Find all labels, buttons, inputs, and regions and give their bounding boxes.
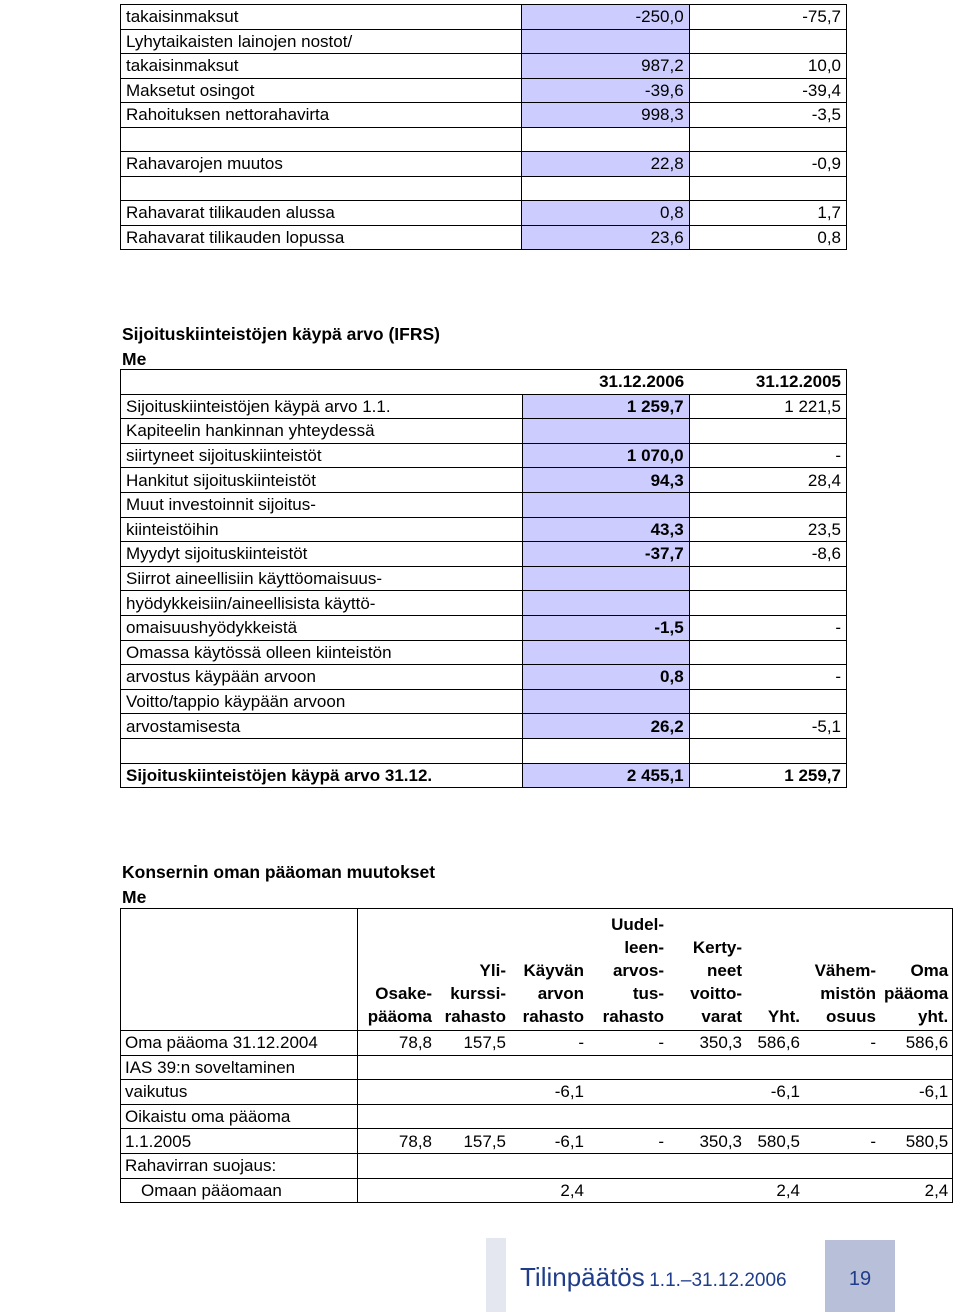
investment-row	[121, 566, 847, 591]
spacer-cell	[689, 738, 846, 763]
row-label: Kapiteelin hankinnan yhteydessä	[121, 419, 523, 444]
value-2005: -8,6	[689, 542, 846, 567]
value-2006	[522, 127, 689, 152]
value-2005	[689, 492, 846, 517]
value-cell: 586,6	[746, 1031, 804, 1056]
column-header: Uudel- leen- arvos- tus- rahasto	[602, 915, 664, 1027]
value-cell	[588, 1080, 668, 1105]
value-2006: 23,6	[522, 225, 689, 250]
cashflow-row	[121, 127, 847, 152]
value-2006: 987,2	[522, 54, 689, 79]
value-2005: 28,4	[689, 468, 846, 493]
investment-row	[121, 665, 847, 690]
value-cell	[746, 1104, 804, 1129]
value-cell	[804, 1055, 880, 1080]
investment-row	[121, 591, 847, 616]
value-cell	[880, 1055, 953, 1080]
value-cell: -6,1	[746, 1080, 804, 1105]
total-2006: 2 455,1	[522, 763, 689, 788]
value-2006	[522, 176, 689, 201]
value-2005: -	[689, 665, 846, 690]
value-2006: -250,0	[522, 5, 689, 30]
value-2005: -39,4	[689, 78, 846, 103]
investment-row	[121, 517, 847, 542]
equity-row	[121, 1080, 953, 1105]
value-cell	[436, 1153, 510, 1178]
value-cell: 350,3	[668, 1031, 746, 1056]
footer-title	[520, 1262, 787, 1293]
value-cell	[880, 1153, 953, 1178]
total-row	[121, 763, 847, 788]
row-label: Rahavirran suojaus:	[121, 1153, 358, 1178]
value-cell	[510, 1055, 588, 1080]
column-header: Oma pääoma yht.	[884, 961, 949, 1027]
value-cell	[668, 1178, 746, 1203]
value-2006: -1,5	[522, 615, 689, 640]
cashflow-row	[121, 152, 847, 177]
value-2005: -0,9	[689, 152, 846, 177]
row-label: Oikaistu oma pääoma	[121, 1104, 358, 1129]
cashflow-row	[121, 225, 847, 250]
value-2006: 0,8	[522, 201, 689, 226]
value-cell	[588, 1055, 668, 1080]
investment-row	[121, 714, 847, 739]
row-label: Maksetut osingot	[121, 78, 522, 103]
page-number: 19	[848, 1268, 872, 1290]
value-2005	[689, 127, 846, 152]
row-label	[121, 127, 522, 152]
value-cell	[746, 1153, 804, 1178]
value-cell	[358, 1080, 437, 1105]
value-2005	[689, 640, 846, 665]
value-2006	[522, 419, 689, 444]
value-2006	[522, 640, 689, 665]
value-cell: -	[804, 1031, 880, 1056]
row-label: Voitto/tappio käypään arvoon	[121, 689, 523, 714]
value-cell: -	[510, 1031, 588, 1056]
value-cell	[510, 1153, 588, 1178]
column-header: Yli- kurssi- rahasto	[444, 961, 506, 1027]
value-cell: -6,1	[880, 1080, 953, 1105]
row-label: arvostamisesta	[121, 714, 523, 739]
value-2005	[689, 689, 846, 714]
value-cell: 350,3	[668, 1129, 746, 1154]
row-label: Rahoituksen nettorahavirta	[121, 103, 522, 128]
row-label: Siirrot aineellisiin käyttöomaisuus-	[121, 566, 523, 591]
value-cell: 157,5	[436, 1129, 510, 1154]
value-cell	[880, 1104, 953, 1129]
row-label: hyödykkeisiin/aineellisista käyttö-	[121, 591, 523, 616]
value-2006	[522, 492, 689, 517]
value-2006: -37,7	[522, 542, 689, 567]
row-label: 1.1.2005	[121, 1129, 358, 1154]
row-label: Rahavarojen muutos	[121, 152, 522, 177]
total-label: Sijoituskiinteistöjen käypä arvo 31.12.	[121, 763, 523, 788]
value-cell: -	[588, 1031, 668, 1056]
value-cell	[588, 1178, 668, 1203]
row-label: Omassa käytössä olleen kiinteistön	[121, 640, 523, 665]
value-cell	[804, 1178, 880, 1203]
cashflow-table	[120, 4, 847, 250]
value-cell: 2,4	[510, 1178, 588, 1203]
investment-row	[121, 615, 847, 640]
value-cell	[804, 1080, 880, 1105]
row-label: Omaan pääomaan	[121, 1178, 358, 1203]
value-2005	[689, 419, 846, 444]
row-label	[121, 176, 522, 201]
row-label: vaikutus	[121, 1080, 358, 1105]
header-row	[121, 370, 847, 395]
column-header: Käyvän arvon rahasto	[522, 961, 584, 1027]
value-cell: 78,8	[358, 1129, 437, 1154]
value-2005: 1 221,5	[689, 394, 846, 419]
value-cell: 2,4	[880, 1178, 953, 1203]
row-label: Lyhytaikaisten lainojen nostot/	[121, 29, 522, 54]
equity-row	[121, 1178, 953, 1203]
value-cell	[804, 1153, 880, 1178]
value-2006: 1 259,7	[522, 394, 689, 419]
value-cell: 78,8	[358, 1031, 437, 1056]
equity-title: Konsernin oman pääoman muutokset	[122, 862, 436, 882]
value-2006: 22,8	[522, 152, 689, 177]
investment-row	[121, 689, 847, 714]
value-2006: -39,6	[522, 78, 689, 103]
column-header: Yht.	[767, 1007, 800, 1027]
column-header-2005: 31.12.2005	[755, 372, 841, 392]
row-label: takaisinmaksut	[121, 54, 522, 79]
value-2005: -	[689, 443, 846, 468]
value-cell	[668, 1104, 746, 1129]
footer-period: 1.1.–31.12.2006	[649, 1270, 787, 1291]
value-cell	[436, 1080, 510, 1105]
row-label: Hankitut sijoituskiinteistöt	[121, 468, 523, 493]
value-cell	[668, 1153, 746, 1178]
investment-unit: Me	[122, 349, 147, 369]
column-header-2006: 31.12.2006	[522, 370, 689, 395]
value-2005	[689, 29, 846, 54]
value-cell	[668, 1080, 746, 1105]
value-cell	[668, 1055, 746, 1080]
value-2006: 26,2	[522, 714, 689, 739]
spacer-cell	[522, 738, 689, 763]
value-cell	[588, 1104, 668, 1129]
value-cell: 580,5	[746, 1129, 804, 1154]
value-2006	[522, 566, 689, 591]
equity-row	[121, 1153, 953, 1178]
value-cell	[358, 1178, 437, 1203]
investment-row	[121, 443, 847, 468]
value-2006	[522, 689, 689, 714]
investment-title: Sijoituskiinteistöjen käypä arvo (IFRS)	[122, 324, 440, 344]
value-2005: 23,5	[689, 517, 846, 542]
value-cell	[358, 1104, 437, 1129]
value-2005: 10,0	[689, 54, 846, 79]
value-2005: -5,1	[689, 714, 846, 739]
value-2006	[522, 591, 689, 616]
equity-row	[121, 1055, 953, 1080]
value-cell	[746, 1055, 804, 1080]
row-label: Myydyt sijoituskiinteistöt	[121, 542, 523, 567]
equity-unit: Me	[122, 887, 147, 907]
value-2006	[522, 29, 689, 54]
cashflow-row	[121, 29, 847, 54]
cashflow-row	[121, 103, 847, 128]
value-cell: -6,1	[510, 1129, 588, 1154]
investment-row	[121, 640, 847, 665]
value-cell	[358, 1153, 437, 1178]
value-cell	[804, 1104, 880, 1129]
value-cell	[436, 1178, 510, 1203]
investment-row	[121, 468, 847, 493]
value-2006: 94,3	[522, 468, 689, 493]
header-empty-cell	[121, 370, 523, 395]
row-label: siirtyneet sijoituskiinteistöt	[121, 443, 523, 468]
value-cell	[436, 1055, 510, 1080]
spacer-row	[121, 738, 847, 763]
value-cell: 157,5	[436, 1031, 510, 1056]
row-label: Oma pääoma 31.12.2004	[121, 1031, 358, 1056]
value-2006: 998,3	[522, 103, 689, 128]
total-2005: 1 259,7	[689, 763, 846, 788]
value-cell: -	[804, 1129, 880, 1154]
value-cell: 2,4	[746, 1178, 804, 1203]
value-cell	[358, 1055, 437, 1080]
value-2005	[689, 591, 846, 616]
row-label: Rahavarat tilikauden alussa	[121, 201, 522, 226]
value-2005: 1,7	[689, 201, 846, 226]
value-2005	[689, 566, 846, 591]
value-2006: 1 070,0	[522, 443, 689, 468]
value-cell	[510, 1104, 588, 1129]
cashflow-row	[121, 176, 847, 201]
cashflow-row	[121, 201, 847, 226]
header-empty-cell	[121, 909, 358, 1031]
value-cell: -	[588, 1129, 668, 1154]
row-label: kiinteistöihin	[121, 517, 523, 542]
value-2005: -75,7	[802, 7, 841, 27]
row-label: omaisuushyödykkeistä	[121, 615, 523, 640]
spacer-cell	[121, 738, 523, 763]
equity-row	[121, 1104, 953, 1129]
row-label: Sijoituskiinteistöjen käypä arvo 1.1.	[121, 394, 523, 419]
investment-row	[121, 419, 847, 444]
row-label: Rahavarat tilikauden lopussa	[121, 225, 522, 250]
equity-changes-table	[120, 908, 953, 1203]
value-2005: -	[689, 615, 846, 640]
value-2005: -3,5	[689, 103, 846, 128]
equity-row	[121, 1031, 953, 1056]
cashflow-row	[121, 5, 847, 30]
column-header: Kerty- neet voitto- varat	[690, 938, 742, 1027]
investment-row	[121, 394, 847, 419]
cashflow-row	[121, 78, 847, 103]
value-2005: 0,8	[689, 225, 846, 250]
value-2006: 0,8	[522, 665, 689, 690]
row-label: Muut investoinnit sijoitus-	[121, 492, 523, 517]
value-cell	[588, 1153, 668, 1178]
cashflow-row	[121, 54, 847, 79]
value-cell: 586,6	[880, 1031, 953, 1056]
value-2006: 43,3	[522, 517, 689, 542]
value-cell: 580,5	[880, 1129, 953, 1154]
row-label: arvostus käypään arvoon	[121, 665, 523, 690]
header-row	[121, 909, 953, 1031]
investment-property-table	[120, 369, 847, 788]
column-header: Vähem- mistön osuus	[814, 961, 876, 1027]
footer-decoration	[486, 1238, 506, 1312]
column-header: Osake- pääoma	[358, 909, 437, 1031]
investment-row	[121, 542, 847, 567]
investment-row	[121, 492, 847, 517]
value-cell	[436, 1104, 510, 1129]
value-cell: -6,1	[510, 1080, 588, 1105]
equity-row	[121, 1129, 953, 1154]
row-label: IAS 39:n soveltaminen	[121, 1055, 358, 1080]
value-2005	[689, 176, 846, 201]
row-label: takaisinmaksut	[126, 7, 239, 27]
footer-doc-title: Tilinpäätös	[520, 1262, 645, 1292]
